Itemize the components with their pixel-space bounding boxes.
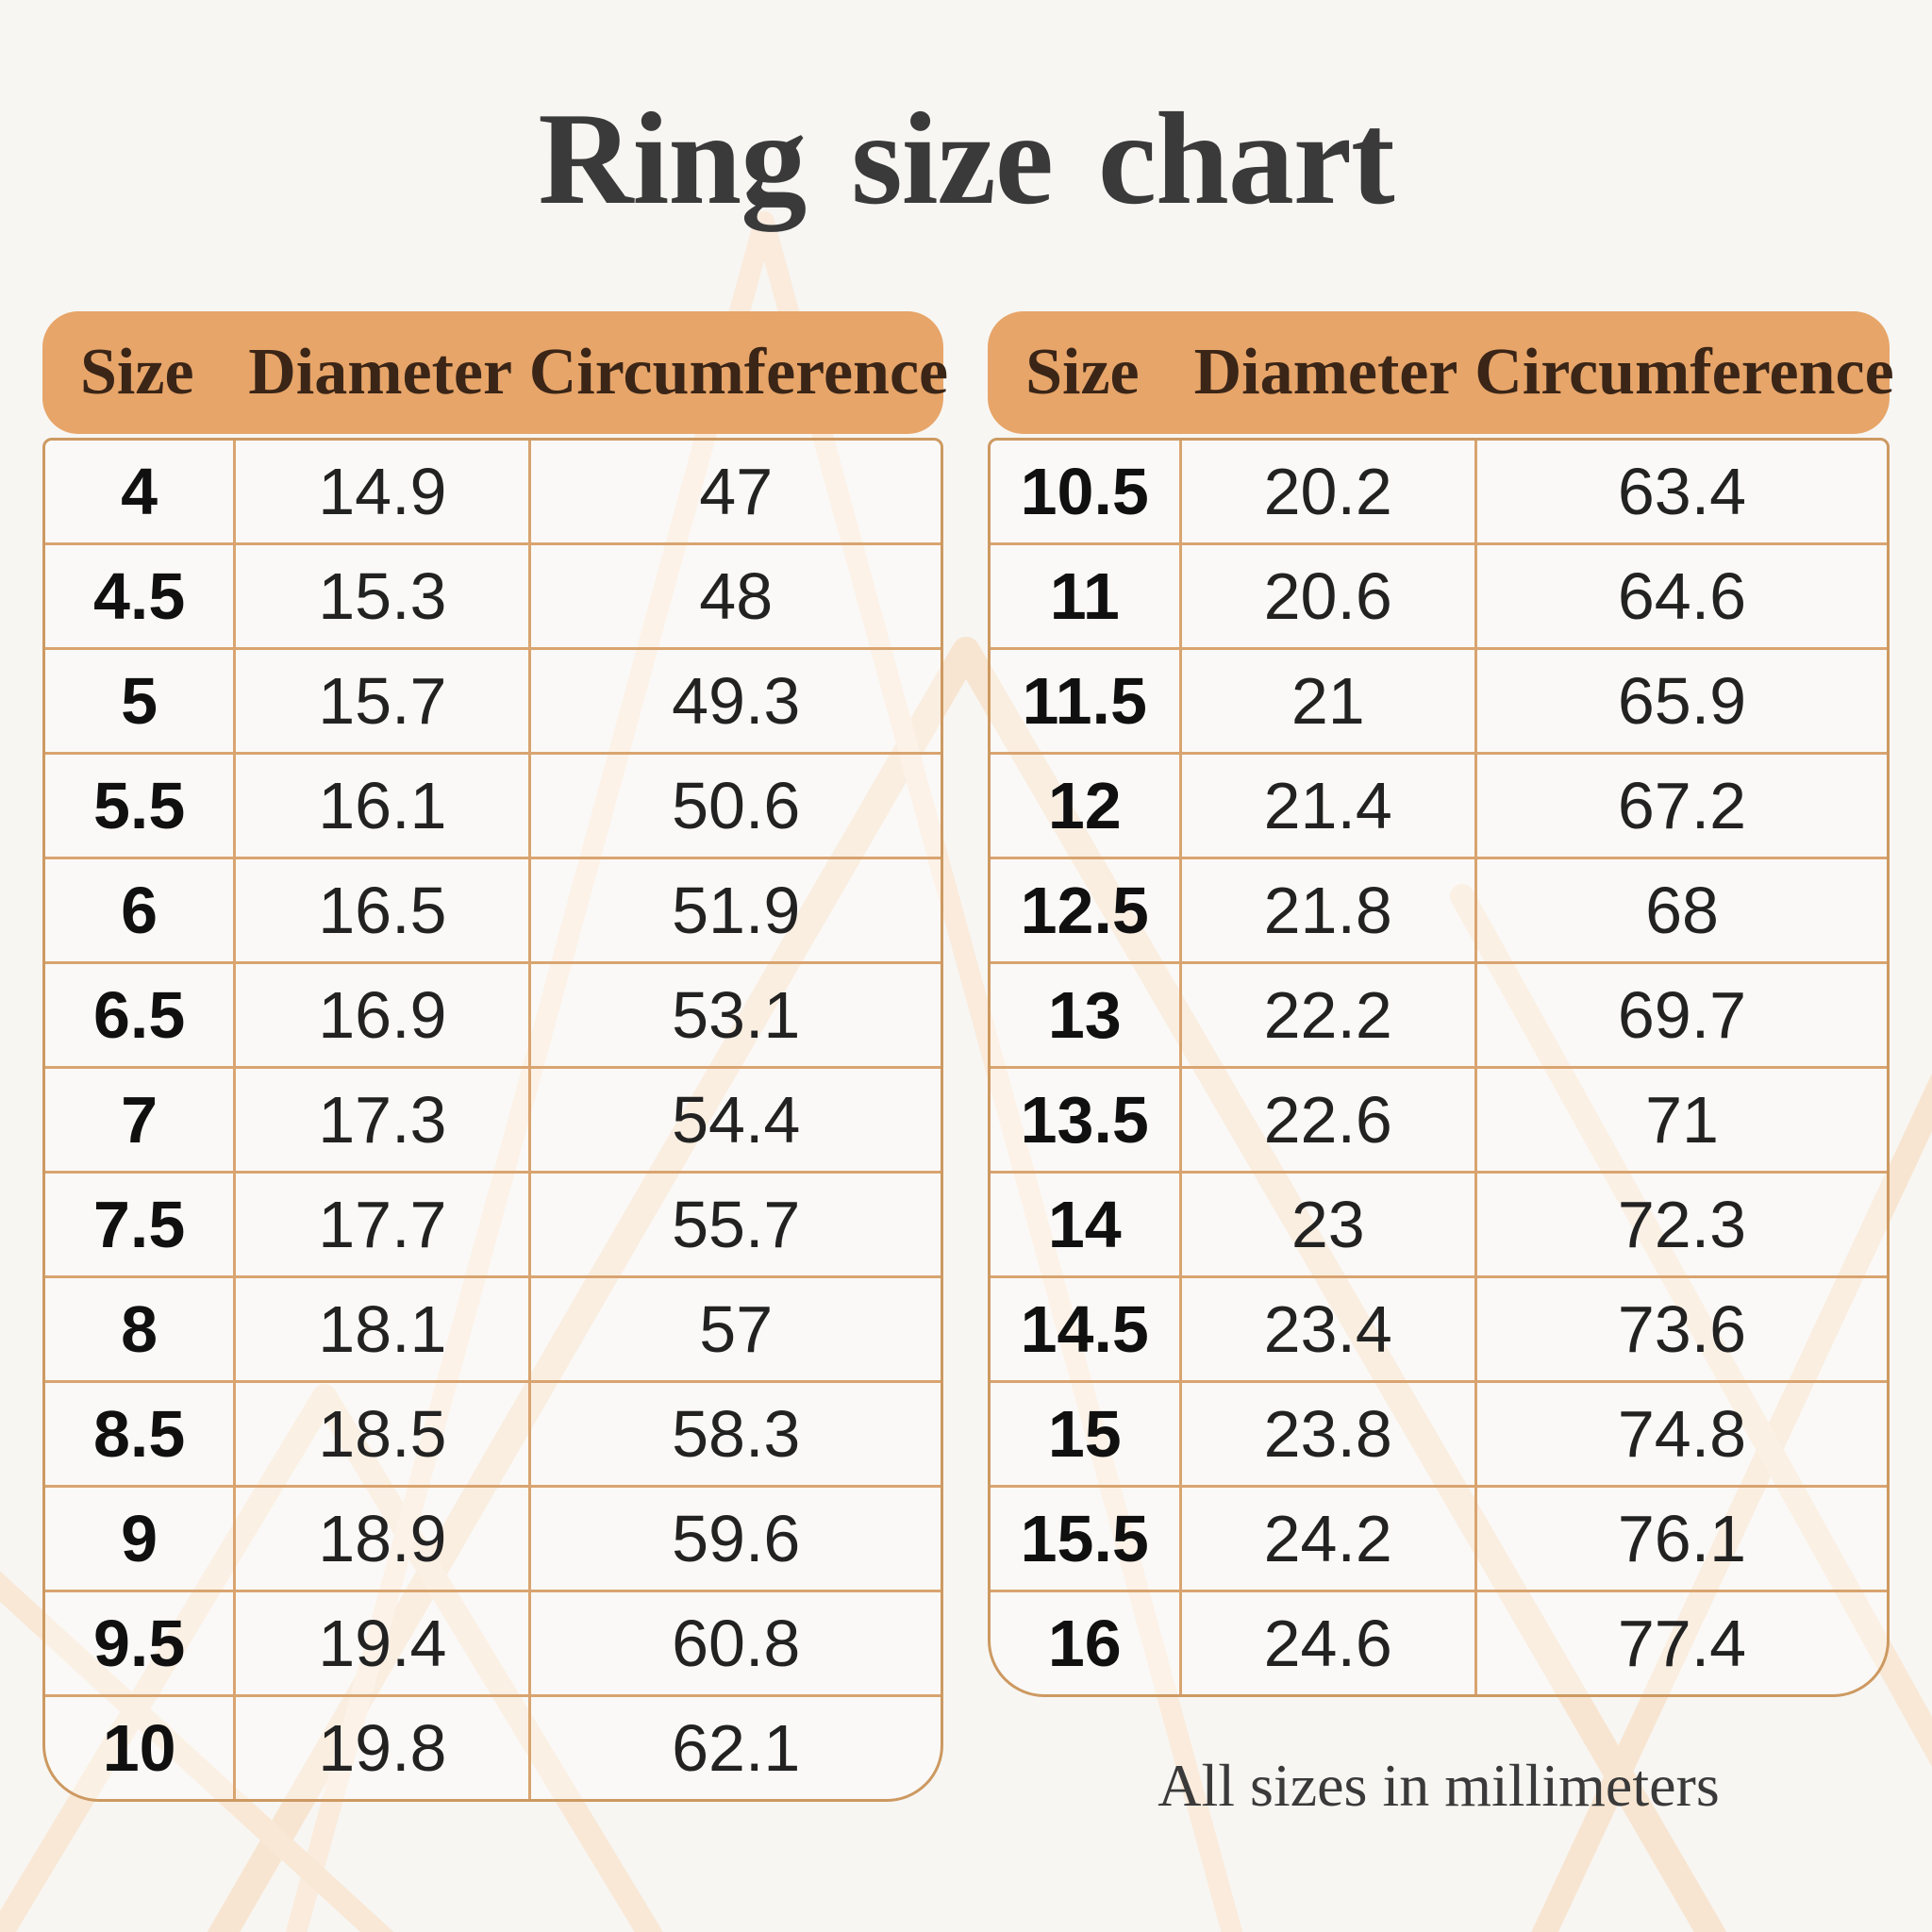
size-cell: 4: [121, 455, 158, 528]
diameter-cell: 21.8: [1179, 859, 1475, 961]
circumference-cell: 68: [1474, 859, 1887, 961]
size-cell: 6.5: [92, 978, 186, 1052]
diameter-cell: 16.1: [233, 755, 528, 857]
circumference-cell: 73.6: [1474, 1278, 1887, 1380]
diameter-cell: 23.8: [1179, 1383, 1475, 1485]
diameter-cell: 17.3: [233, 1069, 528, 1171]
circumference-cell: 47: [528, 441, 941, 542]
circumference-cell: 49.3: [528, 650, 941, 752]
table-row: [45, 752, 941, 857]
column-header-circumference: Circumference: [528, 336, 949, 408]
table-row: [45, 857, 941, 961]
size-cell: 16: [1047, 1607, 1122, 1680]
table-row: [991, 1171, 1887, 1275]
size-cell: 9: [121, 1502, 158, 1575]
size-cell: 12.5: [1020, 874, 1149, 947]
units-note: All sizes in millimeters: [1158, 1752, 1720, 1819]
circumference-cell: 72.3: [1474, 1174, 1887, 1275]
circumference-cell: 69.7: [1474, 964, 1887, 1066]
diameter-cell: 24.2: [1179, 1488, 1475, 1590]
size-cell: 4.5: [92, 559, 186, 633]
diameter-cell: 23.4: [1179, 1278, 1475, 1380]
circumference-cell: 74.8: [1474, 1383, 1887, 1485]
size-cell: 11.5: [1022, 664, 1147, 738]
table-body-right: [988, 438, 1890, 1697]
page-title: Ring size chart: [538, 86, 1394, 232]
table-row: [991, 441, 1887, 542]
size-cell: 12: [1047, 769, 1122, 842]
table-header-right: [988, 311, 1894, 434]
size-cell: 8: [121, 1292, 158, 1366]
circumference-cell: 50.6: [528, 755, 941, 857]
diameter-cell: 22.2: [1179, 964, 1475, 1066]
diameter-cell: 20.2: [1179, 441, 1475, 542]
table-row: [45, 542, 941, 647]
circumference-cell: 48: [528, 545, 941, 647]
circumference-cell: 54.4: [528, 1069, 941, 1171]
diameter-cell: 21: [1179, 650, 1475, 752]
diameter-cell: 19.8: [233, 1697, 528, 1799]
diameter-cell: 18.1: [233, 1278, 528, 1380]
ring-size-table-left: [42, 311, 949, 1802]
circumference-cell: 55.7: [528, 1174, 941, 1275]
size-cell: 14.5: [1020, 1292, 1149, 1366]
circumference-cell: 71: [1474, 1069, 1887, 1171]
size-cell: 11: [1049, 559, 1120, 633]
diameter-cell: 20.6: [1179, 545, 1475, 647]
diameter-cell: 15.3: [233, 545, 528, 647]
size-cell: 10.5: [1020, 455, 1149, 528]
table-row: [991, 961, 1887, 1066]
table-row: [991, 1485, 1887, 1590]
size-cell: 8.5: [92, 1397, 186, 1471]
circumference-cell: 63.4: [1474, 441, 1887, 542]
table-row: [45, 1590, 941, 1694]
diameter-cell: 15.7: [233, 650, 528, 752]
diameter-cell: 18.9: [233, 1488, 528, 1590]
table-row: [991, 1066, 1887, 1171]
ring-size-table-right: [988, 311, 1894, 1697]
size-cell: 7.5: [92, 1188, 186, 1261]
column-header-size: Size: [80, 336, 194, 408]
diameter-cell: 14.9: [233, 441, 528, 542]
table-row: [45, 1275, 941, 1380]
table-row: [45, 961, 941, 1066]
size-cell: 10: [102, 1711, 176, 1785]
table-row: [991, 1590, 1887, 1694]
table-row: [45, 441, 941, 542]
table-row: [45, 647, 941, 752]
table-body-left: [42, 438, 943, 1802]
circumference-cell: 64.6: [1474, 545, 1887, 647]
table-row: [45, 1485, 941, 1590]
size-cell: 9.5: [92, 1607, 186, 1680]
circumference-cell: 65.9: [1474, 650, 1887, 752]
table-row: [991, 647, 1887, 752]
table-header-left: [42, 311, 949, 434]
size-cell: 14: [1047, 1188, 1122, 1261]
diameter-cell: 17.7: [233, 1174, 528, 1275]
table-row: [991, 1275, 1887, 1380]
diameter-cell: 21.4: [1179, 755, 1475, 857]
diameter-cell: 16.9: [233, 964, 528, 1066]
circumference-cell: 77.4: [1474, 1592, 1887, 1694]
circumference-cell: 51.9: [528, 859, 941, 961]
circumference-cell: 60.8: [528, 1592, 941, 1694]
circumference-cell: 58.3: [528, 1383, 941, 1485]
circumference-cell: 57: [528, 1278, 941, 1380]
circumference-cell: 67.2: [1474, 755, 1887, 857]
table-row: [45, 1066, 941, 1171]
size-cell: 5.5: [92, 769, 186, 842]
size-cell: 13.5: [1020, 1083, 1149, 1157]
table-row: [45, 1380, 941, 1485]
diameter-cell: 24.6: [1179, 1592, 1475, 1694]
table-row: [991, 752, 1887, 857]
circumference-cell: 76.1: [1474, 1488, 1887, 1590]
size-cell: 15.5: [1020, 1502, 1149, 1575]
column-header-size: Size: [1025, 336, 1140, 408]
circumference-cell: 62.1: [528, 1697, 941, 1799]
circumference-cell: 53.1: [528, 964, 941, 1066]
size-cell: 15: [1047, 1397, 1122, 1471]
size-cell: 7: [121, 1083, 158, 1157]
diameter-cell: 22.6: [1179, 1069, 1475, 1171]
diameter-cell: 18.5: [233, 1383, 528, 1485]
diameter-cell: 23: [1179, 1174, 1475, 1275]
size-cell: 6: [121, 874, 158, 947]
table-row: [991, 1380, 1887, 1485]
table-row: [45, 1171, 941, 1275]
size-cell: 13: [1047, 978, 1122, 1052]
column-header-circumference: Circumference: [1474, 336, 1894, 408]
table-row: [991, 542, 1887, 647]
column-header-diameter: Diameter: [1193, 336, 1458, 408]
diameter-cell: 16.5: [233, 859, 528, 961]
table-row: [991, 857, 1887, 961]
circumference-cell: 59.6: [528, 1488, 941, 1590]
size-cell: 5: [121, 664, 158, 738]
column-header-diameter: Diameter: [248, 336, 513, 408]
diameter-cell: 19.4: [233, 1592, 528, 1694]
table-row: [45, 1694, 941, 1799]
